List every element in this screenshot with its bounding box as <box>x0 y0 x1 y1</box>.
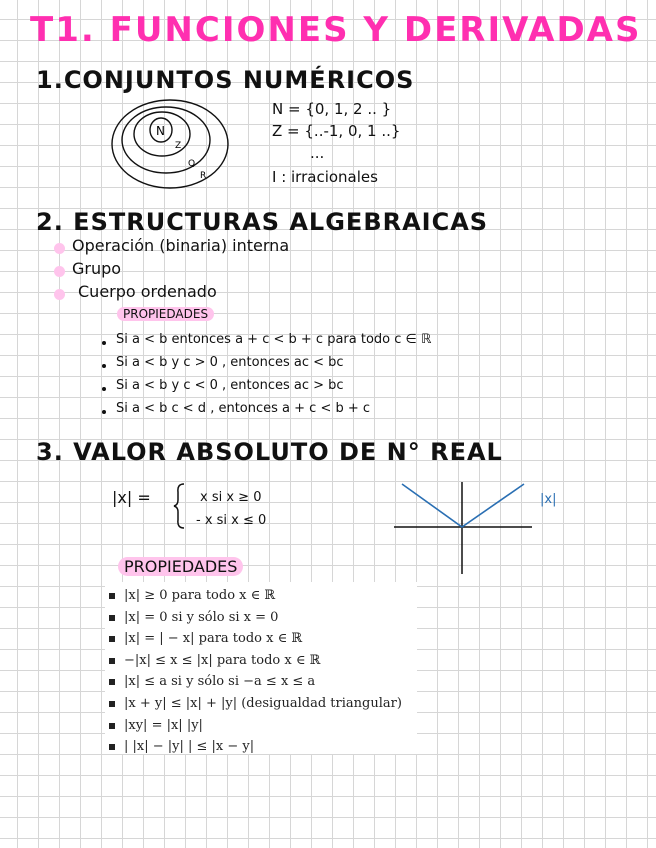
set-n: N = {0, 1, 2 .. } <box>272 100 392 118</box>
bullet-dot <box>102 410 106 414</box>
bullet-dot <box>102 387 106 391</box>
cases-brace <box>172 482 188 530</box>
section-2-properties-heading: PROPIEDADES <box>117 307 214 321</box>
abs-case-positive: x si x ≥ 0 <box>200 490 262 505</box>
list-item: |x + y| ≤ |x| + |y| (desigualdad triangular) <box>106 693 402 715</box>
page-title: T1. FUNCIONES Y DERIVADAS <box>30 10 642 50</box>
list-item: | |x| − |y| | ≤ |x − y| <box>106 736 402 758</box>
label-q: Q <box>188 159 196 169</box>
list-item: −|x| ≤ x ≤ |x| para todo x ∈ ℝ <box>106 650 402 672</box>
bullet-dot <box>102 364 106 368</box>
abs-value-graph <box>390 476 540 576</box>
section-3-heading: 3. VALOR ABSOLUTO DE N° REAL <box>36 438 503 466</box>
structure-item-2: Grupo <box>72 259 122 278</box>
number-sets-diagram <box>108 96 236 192</box>
list-item: |x| = | − x| para todo x ∈ ℝ <box>106 628 402 650</box>
list-item: |xy| = |x| |y| <box>106 715 402 737</box>
label-r: R <box>200 171 207 181</box>
abs-value-lhs: |x| = <box>112 488 151 507</box>
set-z: Z = {..-1, 0, 1 ..} <box>272 122 401 140</box>
structure-item-3: Cuerpo ordenado <box>78 282 217 301</box>
label-n: N <box>156 124 165 138</box>
abs-curve <box>402 484 524 527</box>
abs-case-negative: - x si x ≤ 0 <box>196 513 267 528</box>
bullet-pink <box>54 266 65 277</box>
order-prop-2: Si a < b y c > 0 , entonces ac < bc <box>116 355 344 370</box>
abs-properties-list <box>106 585 402 758</box>
section-1-heading: 1.CONJUNTOS NUMÉRICOS <box>36 66 415 94</box>
order-prop-1: Si a < b entonces a + c < b + c para todo c ∈ ℝ <box>116 332 432 347</box>
set-i: I : irracionales <box>272 168 378 186</box>
list-item: |x| ≥ 0 para todo x ∈ ℝ <box>106 585 402 607</box>
section-2-heading: 2. ESTRUCTURAS ALGEBRAICAS <box>36 208 489 236</box>
bullet-pink <box>54 243 65 254</box>
bullet-dot <box>102 341 106 345</box>
bullet-pink <box>54 289 65 300</box>
section-3-properties-heading: PROPIEDADES <box>118 557 243 576</box>
list-item: |x| = 0 si y sólo si x = 0 <box>106 607 402 629</box>
order-prop-4: Si a < b c < d , entonces a + c < b + c <box>116 401 371 416</box>
set-ellipsis: ... <box>310 144 325 162</box>
structure-item-1: Operación (binaria) interna <box>72 236 290 255</box>
label-z: Z <box>175 141 182 151</box>
order-prop-3: Si a < b y c < 0 , entonces ac > bc <box>116 378 344 393</box>
graph-label: |x| <box>540 492 557 507</box>
list-item: |x| ≤ a si y sólo si −a ≤ x ≤ a <box>106 671 402 693</box>
